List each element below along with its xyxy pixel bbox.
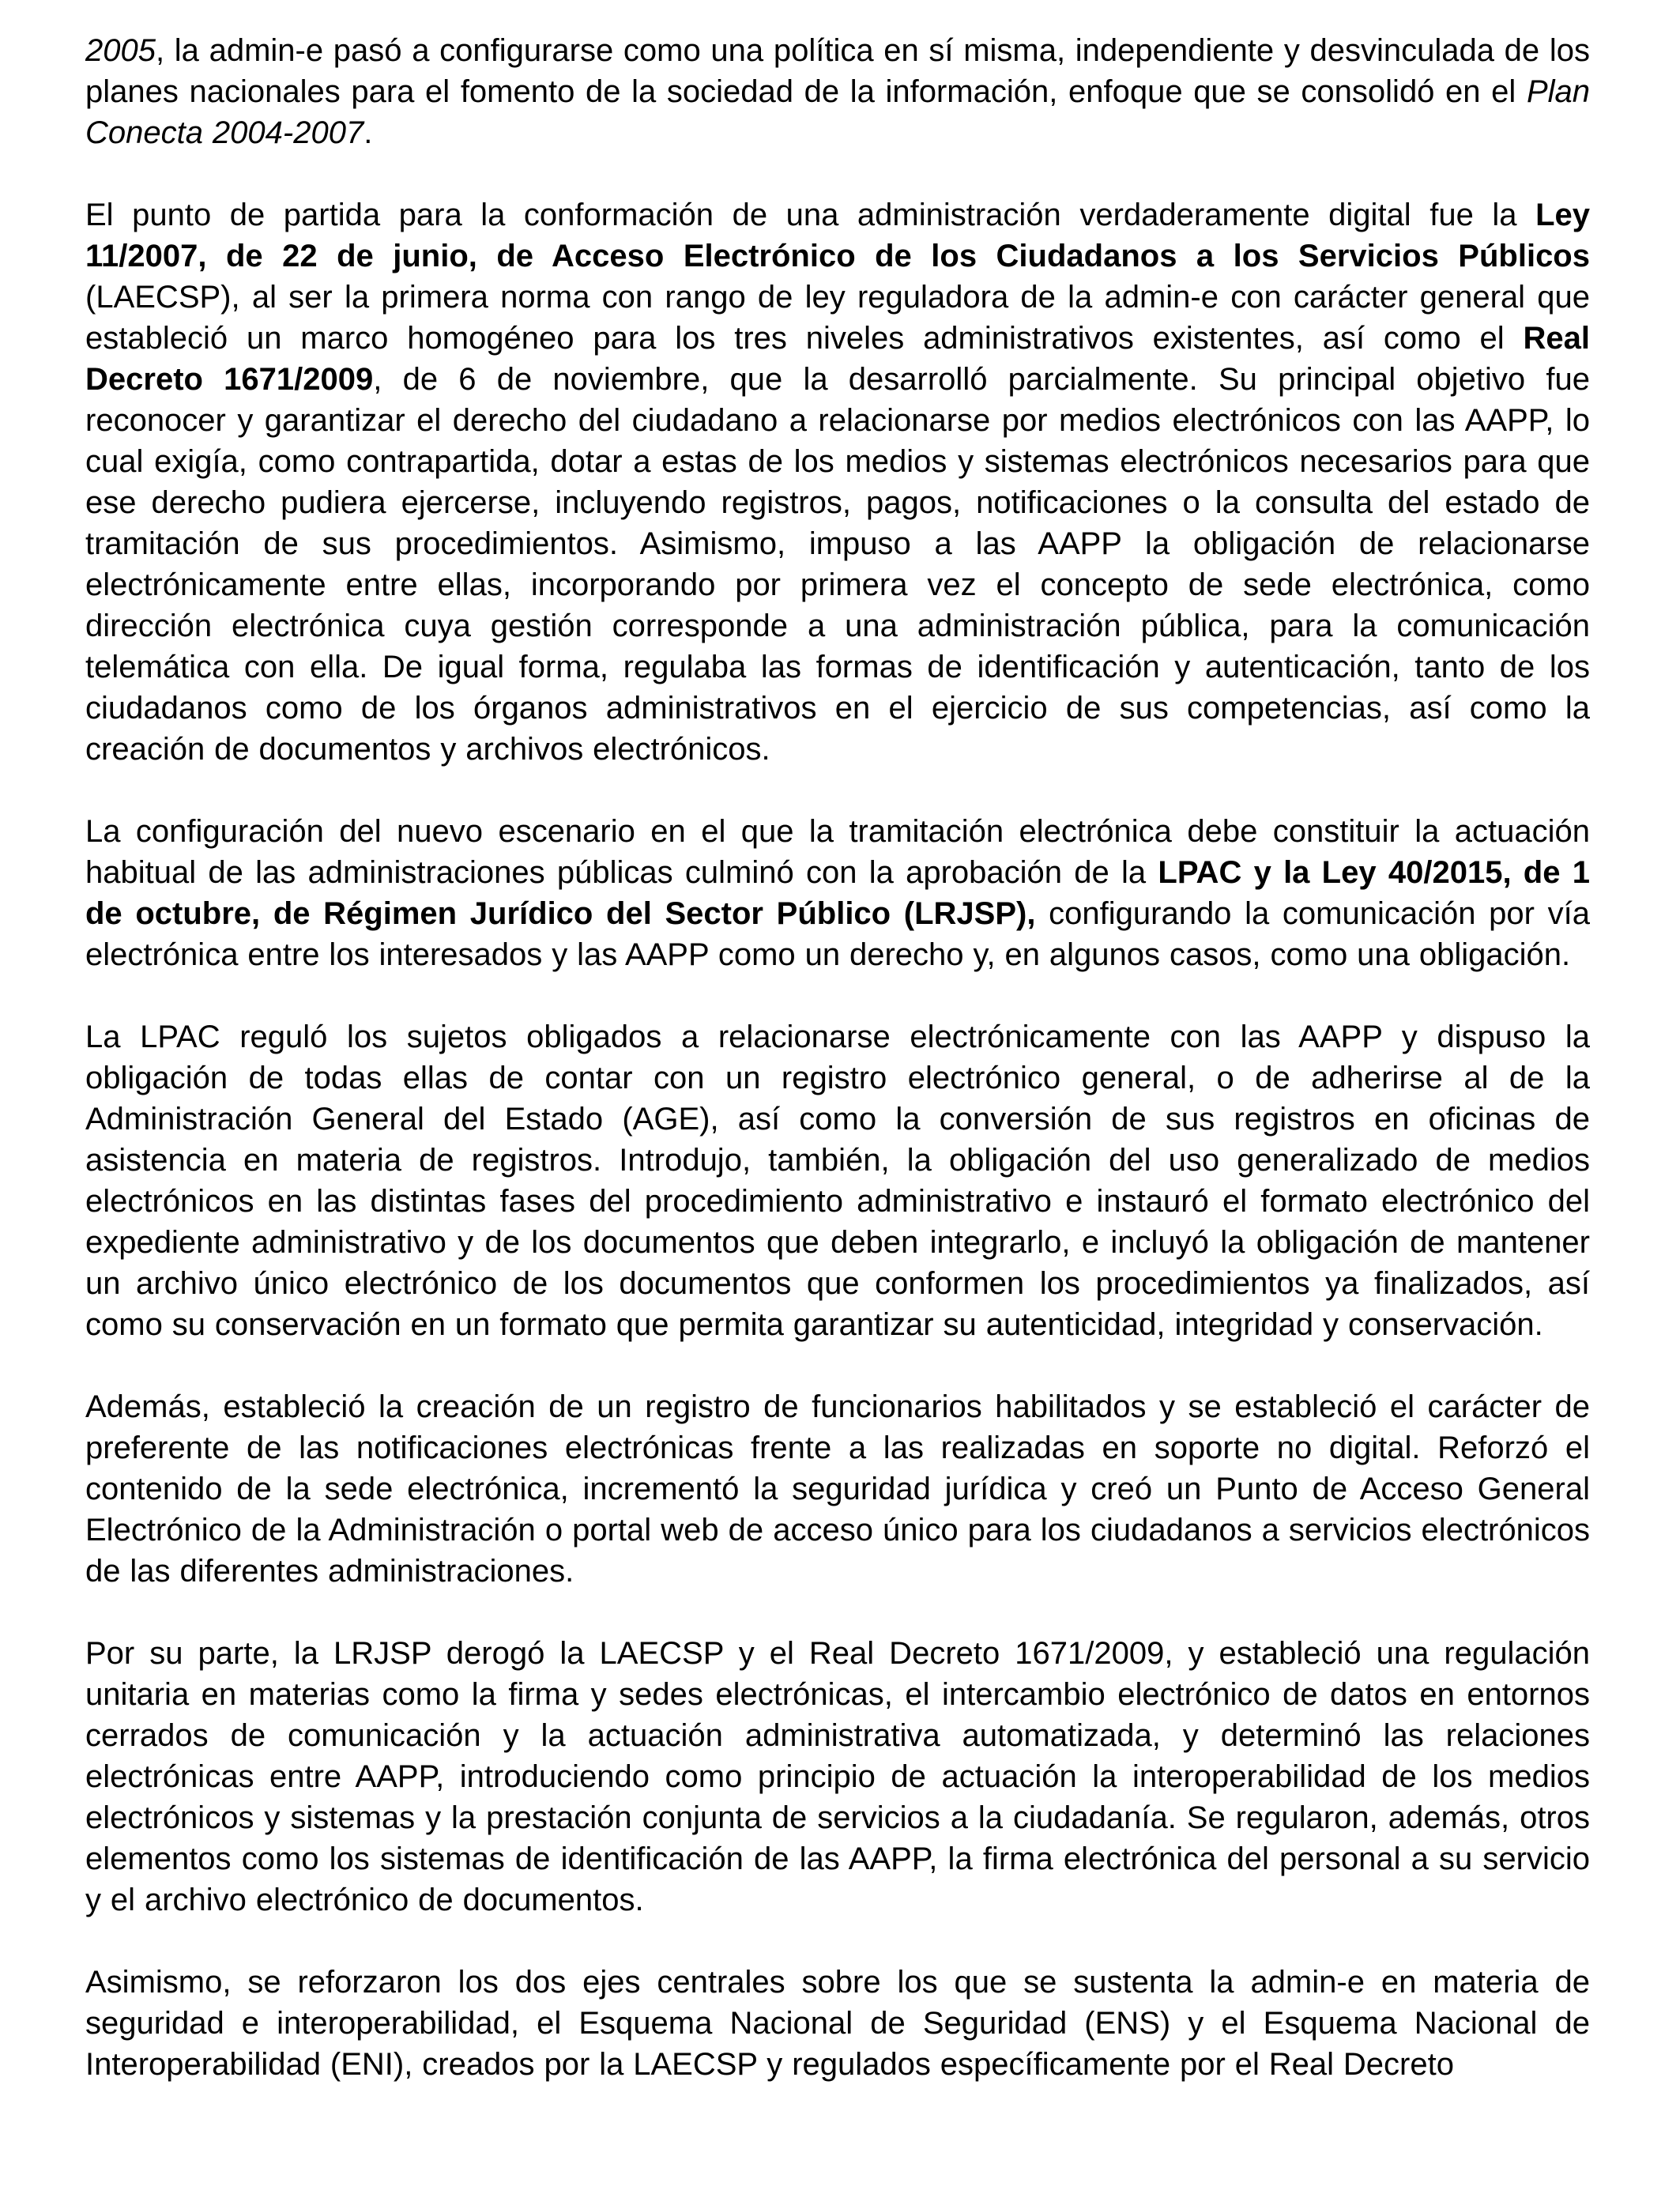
text-run: Por su parte, la LRJSP derogó la LAECSP y el Real Decreto 1671/2009, y estableció una regulación unitaria en materias como la firma y sedes electrónicas, el intercambio electrónico de datos en entornos cerrados de comunicación y la actuación administrativa automatizada, y determinó las relaciones electrónicas entre AAPP, introduciendo como principio de actuación la interoperabilidad de los medios electrónicos y sistemas y la prestación conjunta de servicios a la ciudadanía. Se regularon, además, otros elementos como los sistemas de identificación de las AAPP, la firma electrónica del personal a su servicio y el archivo electrónico de documentos. xyxy=(85,1636,1590,1917)
text-run: , de 6 de noviembre, que la desarrolló parcialmente. Su principal objetivo fue reconocer y garantizar el derecho del ciudadano a relacionarse por medios electrónicos con las AAPP, lo cual exigía, como contrapartida, dotar a estas de los medios y sistemas electrónicos necesarios para que ese derecho pudiera ejercerse, incluyendo registros, pagos, notificaciones o la consulta del estado de tramitación de sus procedimientos. Asimismo, impuso a las AAPP la obligación de relacionarse electrónicamente entre ellas, incorporando por primera vez el concepto de sede electrónica, como dirección electrónica cuya gestión corresponde a una administración pública, para la comunicación telemática con ella. De igual forma, regulaba las formas de identificación y autenticación, tanto de los ciudadanos como de los órganos administrativos en el ejercicio de sus competencias, así como la creación de documentos y archivos electrónicos. xyxy=(85,362,1590,767)
text-run: Ley 11/2007, de 22 de junio, de Acceso Electrónico de los Ciudadanos a los Servicios Públicos xyxy=(85,198,1590,273)
paragraph xyxy=(85,1016,1590,1345)
text-run: Real Decreto 1671/2009 xyxy=(85,321,1590,397)
text-run: La LPAC reguló los sujetos obligados a relacionarse electrónicamente con las AAPP y dispuso la obligación de todas ellas de contar con un registro electrónico general, o de adherirse al de la Administración General del Estado (AGE), así como la conversión de sus registros en oficinas de asistencia en materia de registros. Introdujo, también, la obligación del uso generalizado de medios electrónicos en las distintas fases del procedimiento administrativo e instauró el formato electrónico del expediente administrativo y de los documentos que deben integrarlo, e incluyó la obligación de mantener un archivo único electrónico de los documentos que conformen los procedimientos ya finalizados, así como su conservación en un formato que permita garantizar su autenticidad, integridad y conservación. xyxy=(85,1020,1590,1342)
paragraph xyxy=(85,1962,1590,2085)
text-run: Plan Conecta 2004-2007 xyxy=(85,74,1590,150)
text-run: LPAC y la Ley 40/2015, de 1 de octubre, de Régimen Jurídico del Sector Público (LRJSP), xyxy=(85,855,1590,931)
text-run: . xyxy=(363,115,373,150)
paragraph xyxy=(85,811,1590,975)
paragraph xyxy=(85,194,1590,770)
paragraph xyxy=(85,1633,1590,1921)
paragraph xyxy=(85,1386,1590,1592)
text-run: Además, estableció la creación de un registro de funcionarios habilitados y se estableció el carácter de preferente de las notificaciones electrónicas frente a las realizadas en soporte no digital. Reforzó el contenido de la sede electrónica, incrementó la seguridad jurídica y creó un Punto de Acceso General Electrónico de la Administración o portal web de acceso único para los ciudadanos a servicios electrónicos de las diferentes administraciones. xyxy=(85,1389,1590,1589)
text-run: La configuración del nuevo escenario en el que la tramitación electrónica debe constituir la actuación habitual de las administraciones públicas culminó con la aprobación de la xyxy=(85,814,1590,890)
paragraph xyxy=(85,30,1590,153)
text-run: El punto de partida para la conformación de una administración verdaderamente digital fue la xyxy=(85,198,1536,232)
text-run: 2005 xyxy=(85,33,156,68)
text-run: (LAECSP), al ser la primera norma con rango de ley reguladora de la admin-e con carácter general que estableció un marco homogéneo para los tres niveles administrativos existentes, así como el xyxy=(85,280,1590,356)
text-run: , la admin-e pasó a configurarse como una política en sí misma, independiente y desvinculada de los planes nacionales para el fomento de la sociedad de la información, enfoque que se consolidó en el xyxy=(85,33,1590,109)
text-run: Asimismo, se reforzaron los dos ejes centrales sobre los que se sustenta la admin-e en materia de seguridad e interoperabilidad, el Esquema Nacional de Seguridad (ENS) y el Esquema Nacional de Interoperabilidad (ENI), creados por la LAECSP y regulados específicamente por el Real Decreto xyxy=(85,1965,1590,2082)
text-run: configurando la comunicación por vía electrónica entre los interesados y las AAPP como un derecho y, en algunos casos, como una obligación. xyxy=(85,896,1590,972)
document-body xyxy=(85,30,1590,2085)
